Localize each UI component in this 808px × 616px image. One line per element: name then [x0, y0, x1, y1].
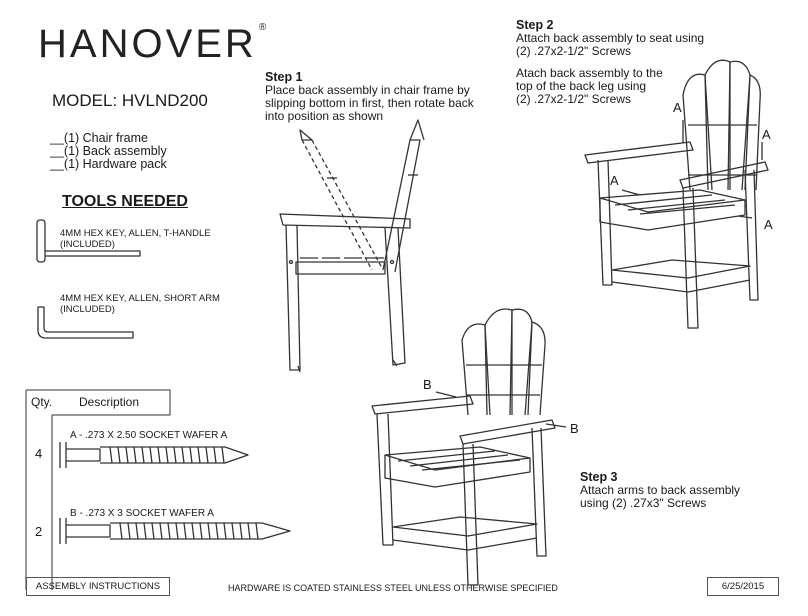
callout-a: A: [762, 127, 771, 142]
step1-text: [265, 70, 474, 123]
callout-b: B: [423, 377, 432, 392]
step1-title: Step 1: [265, 70, 303, 84]
step-line: Atach back assembly to the: [516, 66, 663, 80]
row-qty: 2: [35, 524, 43, 539]
description-header: Description: [79, 395, 140, 409]
footer-center: HARDWARE IS COATED STAINLESS STEEL UNLESS OTHERWISE SPECIFIED: [228, 583, 558, 593]
step-line: (2) .27x2-1/2" Screws: [516, 92, 631, 106]
step-line: into position as shown: [265, 109, 384, 123]
tool-line: (INCLUDED): [60, 239, 115, 250]
tool-line: 4MM HEX KEY, ALLEN, SHORT ARM: [60, 293, 220, 304]
tool-line: 4MM HEX KEY, ALLEN, T-HANDLE: [60, 228, 211, 239]
screw-a-drawing: [60, 442, 248, 468]
list-item: __(1) Back assembly: [50, 144, 167, 158]
step3-title: Step 3: [580, 470, 618, 484]
screw-b-drawing: [60, 518, 290, 544]
step2-text: [516, 18, 704, 106]
list-item: __(1) Hardware pack: [50, 157, 167, 171]
logo-text: HANOVER: [38, 22, 257, 66]
parts-list: [50, 132, 167, 171]
tools-title: TOOLS NEEDED: [62, 193, 188, 210]
tool-short-arm-label: [60, 293, 220, 315]
callout-a: A: [764, 217, 773, 232]
step-line: Attach arms to back assembly: [580, 483, 741, 497]
step-line: slipping bottom in first, then rotate back: [265, 96, 474, 110]
step3-chair-drawing: [372, 309, 566, 585]
step1-chair-drawing: [280, 120, 424, 372]
callout-b: B: [570, 421, 579, 436]
qty-header: Qty.: [31, 395, 53, 409]
model-label: MODEL: HVLND200: [52, 91, 208, 110]
callout-a: A: [610, 173, 619, 188]
step3-text: [580, 470, 740, 510]
tool-line: (INCLUDED): [60, 304, 115, 315]
step-line: using (2) .27x3" Screws: [580, 496, 707, 510]
tool-t-handle-label: [60, 228, 211, 250]
row-description: A - .273 X 2.50 SOCKET WAFER A: [70, 430, 228, 441]
step2-title: Step 2: [516, 18, 554, 32]
hardware-table-frame: [26, 390, 170, 590]
step-line: Place back assembly in chair frame by: [265, 83, 470, 97]
step-line: (2) .27x2-1/2" Screws: [516, 44, 631, 58]
row-qty: 4: [35, 446, 43, 461]
list-item: __(1) Chair frame: [50, 131, 148, 145]
footer-left: ASSEMBLY INSTRUCTIONS: [26, 577, 170, 596]
step-line: Attach back assembly to seat using: [516, 31, 705, 45]
step-line: top of the back leg using: [516, 79, 647, 93]
callout-a: A: [673, 100, 682, 115]
brand-logo: [38, 22, 266, 67]
footer-right: 6/25/2015: [707, 577, 779, 596]
registered-mark: ®: [258, 22, 267, 33]
row-description: B - .273 X 3 SOCKET WAFER A: [70, 508, 214, 519]
